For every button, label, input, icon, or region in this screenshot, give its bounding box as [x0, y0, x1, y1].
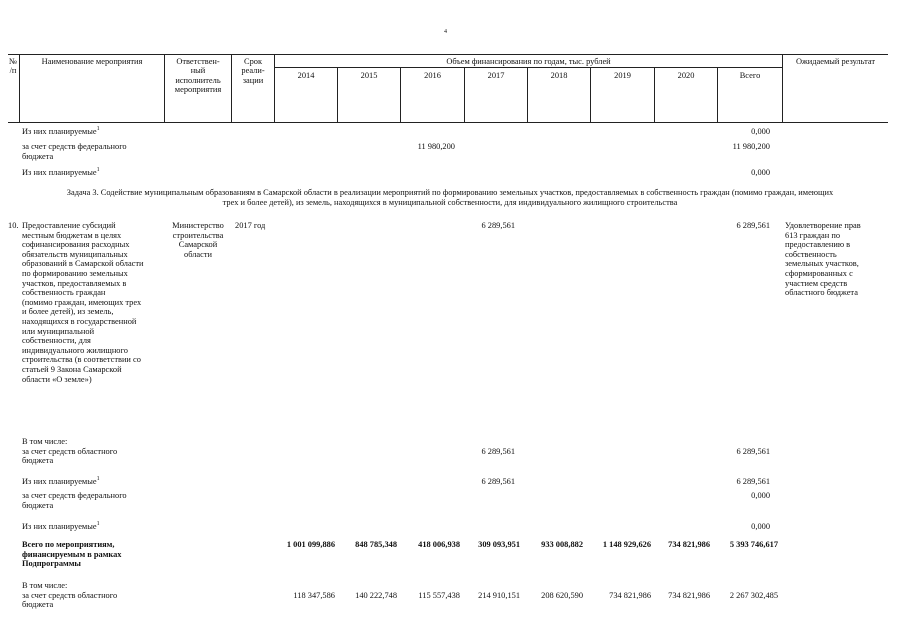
header-year-total: Всего: [739, 71, 761, 80]
totals-label: Всего по мероприятиям, финансируемым в рамках Подпрограммы: [22, 540, 122, 569]
header-year: 2018: [550, 71, 568, 80]
header-result: Ожидаемый результат: [795, 57, 876, 66]
item-2017: 6 289,561: [481, 221, 515, 230]
row-2016: 11 980,200: [417, 142, 455, 151]
row-label: В том числе: за счет средств областного бюджета: [22, 437, 118, 466]
item-number: 10.: [8, 221, 19, 230]
row-label: Из них планируемые$^1$: [22, 521, 100, 531]
header-term: Срок реали- зации: [241, 57, 265, 85]
header-year: 2014: [297, 71, 315, 80]
item-result: Удовлетворение прав 613 граждан по предоставлению в собственность земельных участков, сформированных с участием средств областного бюджета: [785, 221, 861, 298]
regional-all: 2 267 302,485: [729, 591, 778, 600]
totals-2016: 418 006,938: [418, 540, 460, 549]
row-total: 0,000: [751, 491, 770, 500]
header-volume: Объем финансирования по годам, тыс. рублей: [446, 57, 611, 66]
row-2017: 6 289,561: [481, 477, 515, 486]
totals-2014: 1 001 099,886: [286, 540, 335, 549]
header-year: 2015: [360, 71, 378, 80]
regional-2017: 214 910,151: [478, 591, 520, 600]
item-executor: Министерство строительства Самарской области: [172, 221, 224, 259]
row-label: Из них планируемые$^1$: [22, 167, 100, 177]
page-mark: 4: [444, 29, 447, 35]
regional-2014: 118 347,586: [293, 591, 335, 600]
header-name: Наименование мероприятия: [41, 57, 143, 66]
totals-all: 5 393 746,617: [729, 540, 778, 549]
row-total: 0,000: [751, 168, 770, 177]
row-label: Из них планируемые$^1$: [22, 126, 100, 136]
totals-2018: 933 008,882: [541, 540, 583, 549]
regional-2019: 734 821,986: [609, 591, 651, 600]
regional-2020: 734 821,986: [668, 591, 710, 600]
row-label: за счет средств федерального бюджета: [22, 491, 127, 510]
regional-2016: 115 557,438: [418, 591, 460, 600]
item-name: Предоставление субсидий местным бюджетам в целях софинансирования расходных обязательств муниципальных образований в Самарской области по формированию земельных участков, предоставляемых в собственность граждан (помимо граждан, имеющих трех и более детей), из земель, находящихся в государственной или муниципальной собственности, для индивидуального жилищного строительства (в соответствии со статьей 9 Закона Самарской области «О земле»): [22, 221, 144, 384]
row-total: 6 289,561: [736, 447, 770, 456]
header-year: 2017: [487, 71, 505, 80]
item-total: 6 289,561: [736, 221, 770, 230]
totals-2020: 734 821,986: [668, 540, 710, 549]
header-executor: Ответствен- ный исполнитель мероприятия: [174, 57, 222, 95]
task-heading: Задача 3. Содействие муниципальным образованиям в Самарской области в реализации мероприятий по формированию земельных участков, предоставляемых в собственность граждан (помимо граждан, имеющих трех и более детей), из земель, находящихся в муниципальной собственности, для индивидуального жилищного строительства: [66, 188, 834, 207]
row-total: 11 980,200: [732, 142, 770, 151]
row-2017: 6 289,561: [481, 447, 515, 456]
header-num: № /п: [9, 57, 17, 76]
row-total: 0,000: [751, 127, 770, 136]
header-year: 2020: [677, 71, 695, 80]
totals-2017: 309 093,951: [478, 540, 520, 549]
row-total: 6 289,561: [736, 477, 770, 486]
header-year: 2016: [424, 71, 441, 80]
regional-2015: 140 222,748: [355, 591, 397, 600]
totals-2019: 1 148 929,626: [602, 540, 651, 549]
row-total: 0,000: [751, 522, 770, 531]
row-label: Из них планируемые$^1$: [22, 476, 100, 486]
totals-regional-label: В том числе: за счет средств областного бюджета: [22, 581, 118, 610]
regional-2018: 208 620,590: [541, 591, 583, 600]
totals-2015: 848 785,348: [355, 540, 397, 549]
row-label: за счет средств федерального бюджета: [22, 142, 127, 161]
header-year: 2019: [614, 71, 631, 80]
item-term: 2017 год: [235, 221, 266, 230]
